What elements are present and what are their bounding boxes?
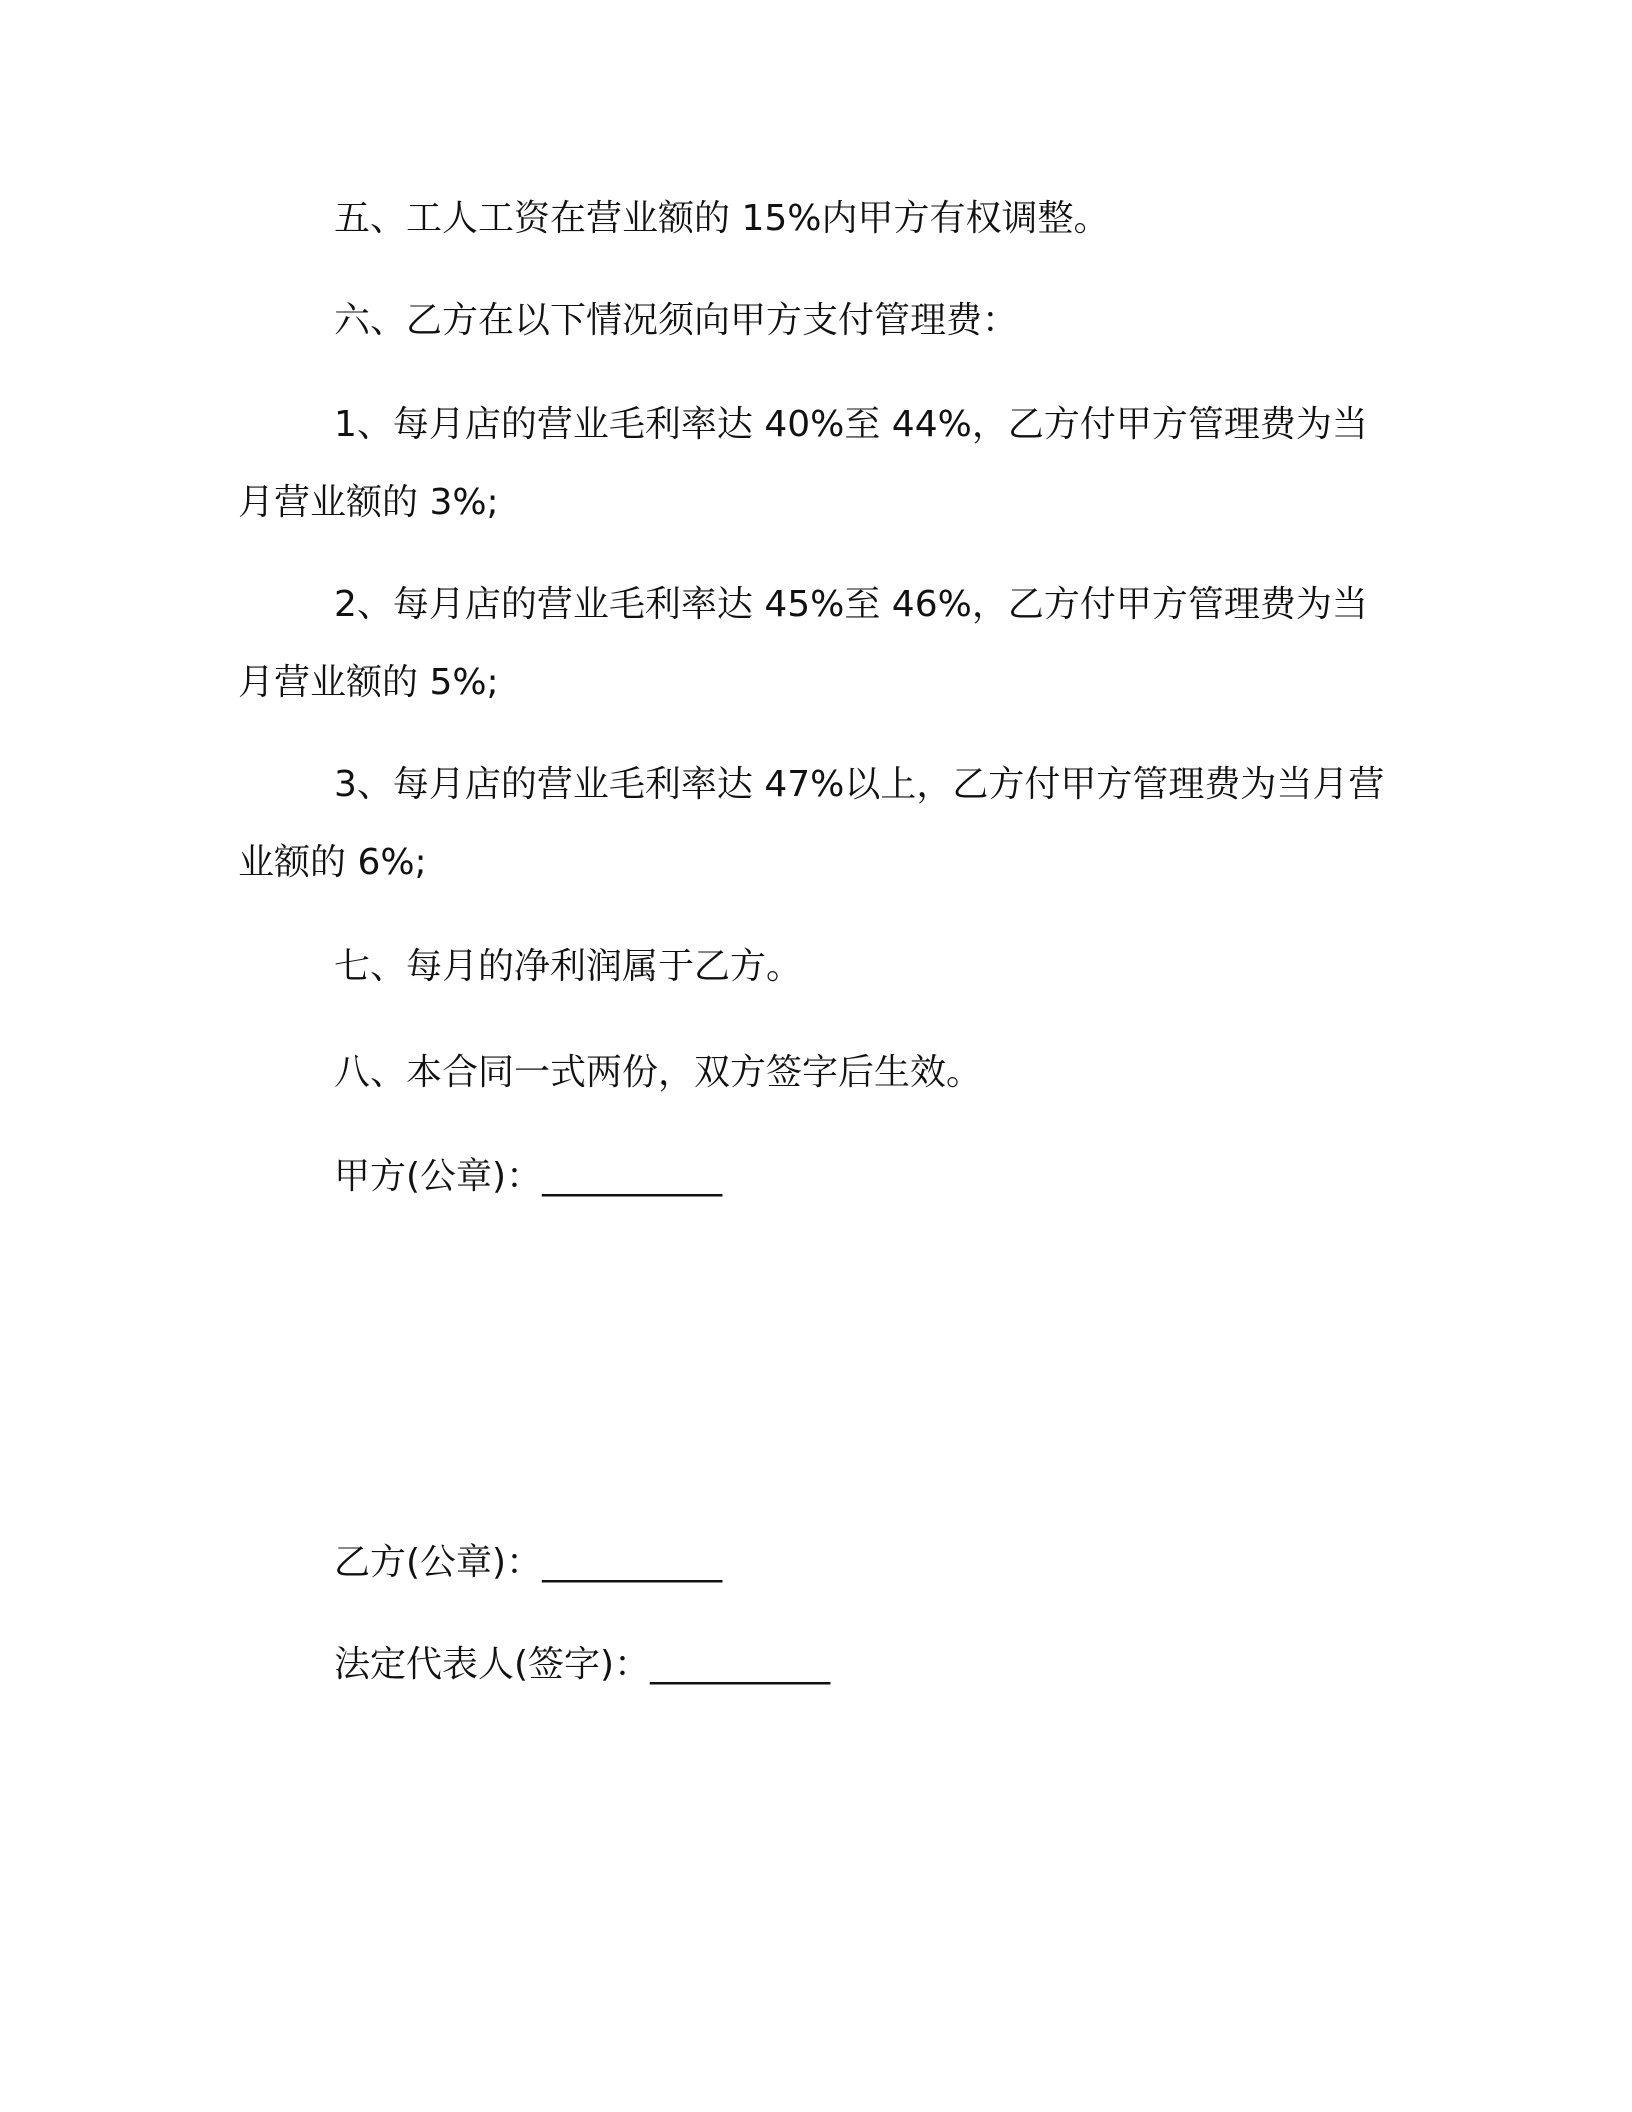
clause-5-wages: 五、工人工资在营业额的 15%内甲方有权调整。: [334, 198, 1110, 239]
legal-representative-signature-line: 法定代表人(签字)：__________: [334, 1644, 831, 1685]
clause-6-management-fee: 六、乙方在以下情况须向甲方支付管理费：: [334, 300, 1019, 341]
party-a-signature-line: 甲方(公章)：__________: [334, 1156, 723, 1197]
party-b-signature-line: 乙方(公章)：__________: [334, 1542, 723, 1583]
clause-8-effectiveness: 八、本合同一式两份，双方签字后生效。: [334, 1052, 983, 1093]
clause-6-item-2: 2、每月店的营业毛利率达 45%至 46%，乙方付甲方管理费为当月营业额的 5%;: [238, 584, 1368, 703]
clause-7-net-profit: 七、每月的净利润属于乙方。: [334, 946, 803, 987]
clause-6-item-3: 3、每月店的营业毛利率达 47%以上，乙方付甲方管理费为当月营业额的 6%;: [238, 764, 1385, 883]
clause-6-item-1: 1、每月店的营业毛利率达 40%至 44%，乙方付甲方管理费为当月营业额的 3%;: [238, 404, 1368, 523]
